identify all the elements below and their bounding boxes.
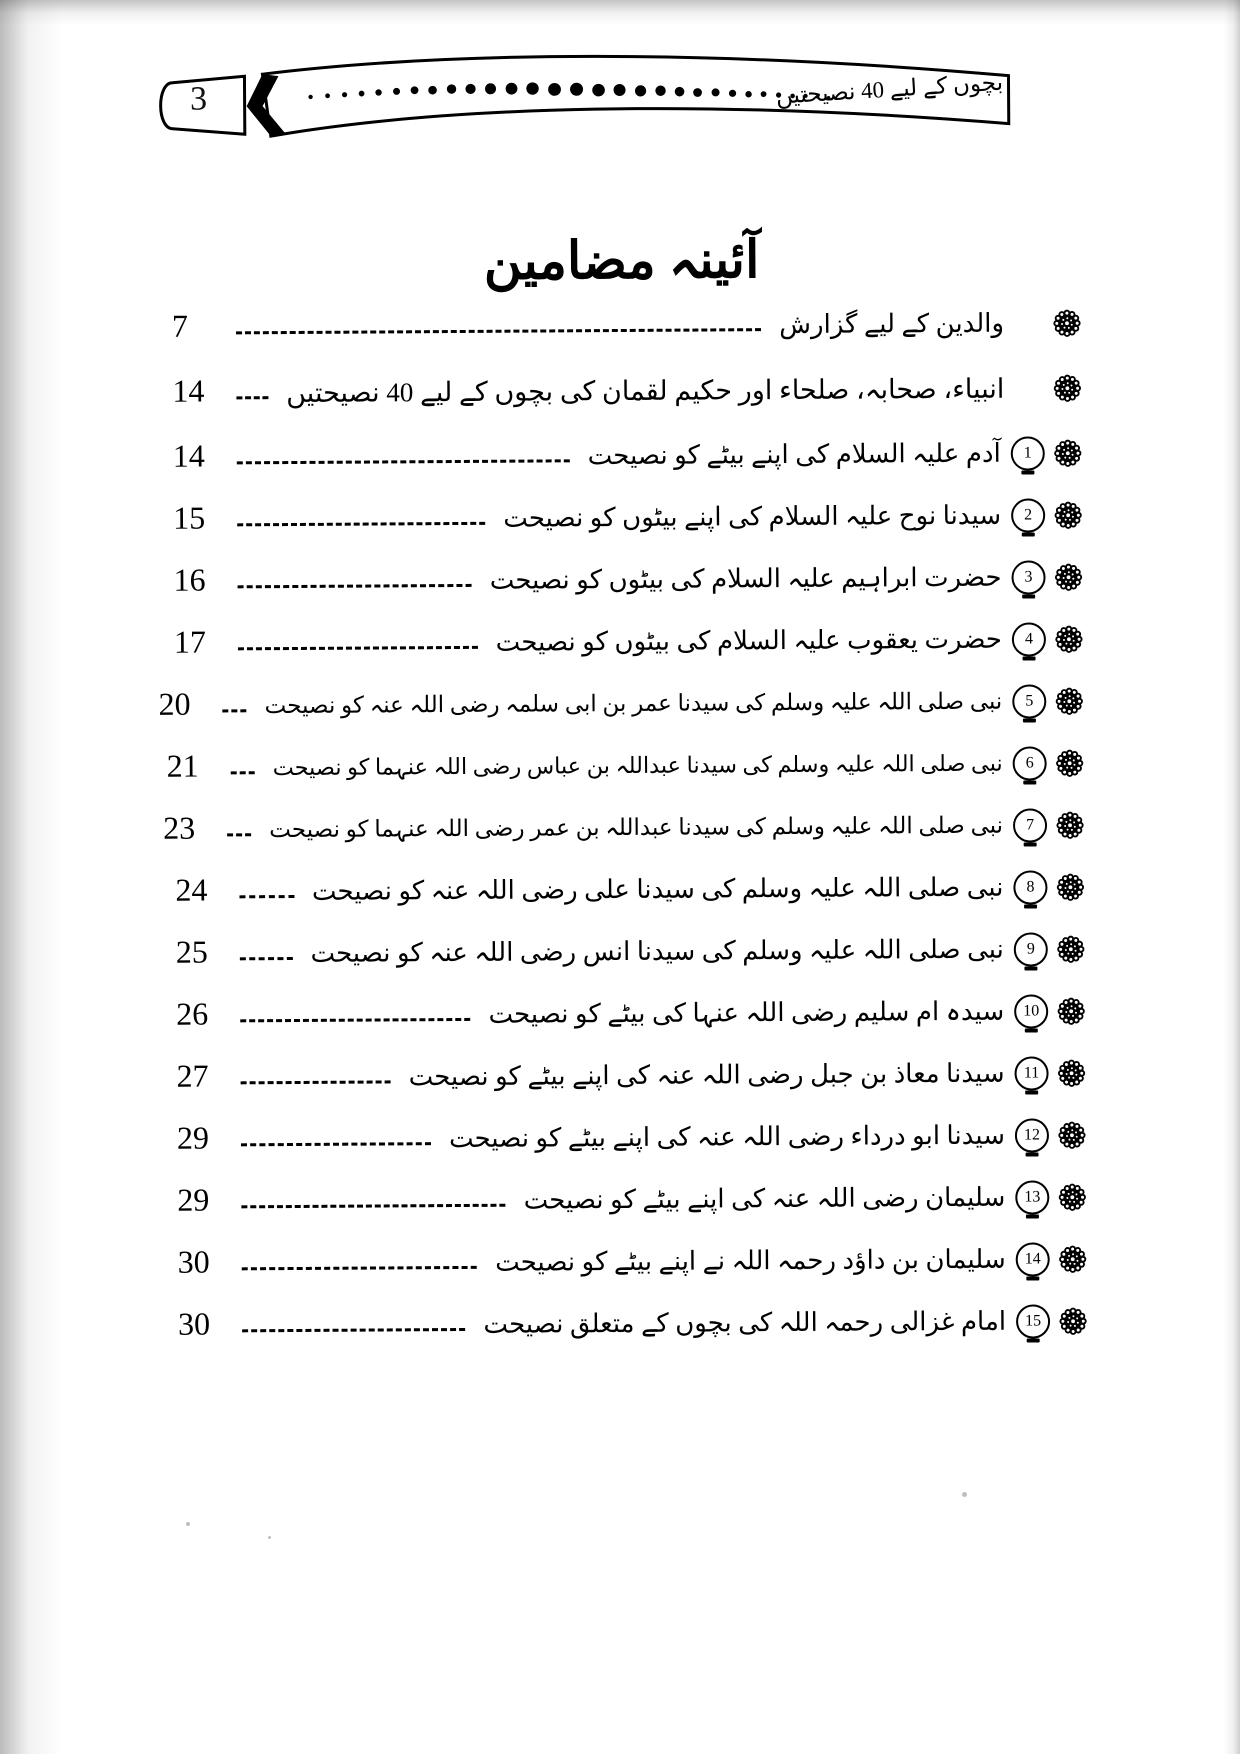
toc-entry-label[interactable]: نبی صلی اللہ علیہ وسلم کی سیدنا عمر بن ابی سلمہ رضی اللہ عنہ کو نصیحت bbox=[264, 689, 1003, 719]
toc-entry-label[interactable]: نبی صلی اللہ علیہ وسلم کی سیدنا انس رضی اللہ عنہ کو نصیحت bbox=[310, 935, 1004, 969]
toc-entry-serial-badge: 8 bbox=[1013, 870, 1047, 904]
rosette-flower-icon bbox=[1052, 373, 1082, 403]
toc-entry-serial-badge: 6 bbox=[1013, 746, 1047, 780]
toc-entry-label[interactable]: والدین کے لیے گزارش bbox=[779, 309, 1005, 340]
toc-entry-label[interactable]: آدم علیہ السلام کی اپنے بیٹے کو نصیحت bbox=[587, 439, 1001, 471]
scan-speckle bbox=[268, 1536, 271, 1539]
toc-entry-label[interactable]: حضرت ابراہیم علیہ السلام کی بیٹوں کو نصیحت bbox=[489, 563, 1002, 596]
toc-entry-row[interactable] bbox=[176, 985, 1086, 1043]
toc-entry-label[interactable]: حضرت یعقوب علیہ السلام کی بیٹوں کو نصیحت bbox=[495, 625, 1003, 658]
toc-entry-label[interactable]: نبی صلی اللہ علیہ وسلم کی سیدنا عبداللہ بن عمر رضی اللہ عنہما کو نصیحت bbox=[269, 813, 1004, 843]
toc-entry-page-number[interactable]: 17 bbox=[173, 623, 207, 660]
rosette-flower-icon bbox=[1055, 810, 1085, 840]
rosette-flower-icon bbox=[1056, 996, 1086, 1026]
rosette-flower-icon bbox=[1058, 1244, 1088, 1274]
toc-entry-serial-spacer bbox=[1014, 373, 1044, 403]
toc-entry-row[interactable] bbox=[177, 1171, 1087, 1229]
toc-entry-page-number[interactable]: 21 bbox=[166, 747, 199, 784]
toc-entry-label[interactable]: سیدہ ام سلیم رضی اللہ عنہا کی بیٹے کو نصیحت bbox=[488, 997, 1005, 1030]
toc-entry-serial-badge: 1 bbox=[1011, 436, 1045, 470]
toc-entry-page-number[interactable]: 27 bbox=[176, 1057, 209, 1094]
toc-leader-dashes bbox=[242, 1327, 465, 1331]
toc-entry-page-number[interactable]: 16 bbox=[173, 561, 206, 598]
toc-leader-dashes bbox=[240, 957, 293, 960]
toc-entry-label[interactable]: سیدنا ابو درداء رضی اللہ عنہ کی اپنے بیٹے کو نصیحت bbox=[448, 1121, 1006, 1154]
toc-entry-page-number[interactable]: 24 bbox=[175, 871, 208, 908]
toc-entry-row[interactable] bbox=[178, 1295, 1088, 1353]
rosette-flower-icon bbox=[1058, 1306, 1088, 1336]
rosette-flower-icon bbox=[1056, 934, 1086, 964]
toc-leader-dashes bbox=[239, 895, 294, 898]
table-of-contents-list bbox=[158, 297, 1088, 1363]
toc-entry-row[interactable] bbox=[175, 861, 1085, 919]
toc-leader-dashes bbox=[237, 521, 485, 526]
toc-entry-page-number[interactable]: 20 bbox=[158, 685, 191, 722]
toc-entry-serial-badge: 7 bbox=[1013, 808, 1047, 842]
rosette-flower-icon bbox=[1055, 872, 1085, 902]
rosette-flower-icon bbox=[1057, 1182, 1087, 1212]
toc-entry-label[interactable]: سیدنا معاذ بن جبل رضی اللہ عنہ کی اپنے بیٹے کو نصیحت bbox=[408, 1059, 1005, 1092]
rosette-flower-icon bbox=[1056, 1058, 1086, 1088]
toc-entry-serial-badge: 5 bbox=[1012, 684, 1046, 718]
toc-entry-serial-badge: 13 bbox=[1015, 1180, 1049, 1214]
toc-entry-page-number[interactable]: 30 bbox=[177, 1305, 211, 1342]
rosette-flower-icon bbox=[1054, 624, 1084, 654]
toc-entry-serial-badge: 14 bbox=[1016, 1242, 1050, 1276]
toc-entry-label[interactable]: سلیمان رضی اللہ عنہ کی اپنے بیٹے کو نصیحت bbox=[523, 1183, 1006, 1216]
rosette-flower-icon bbox=[1055, 748, 1085, 778]
rosette-flower-icon bbox=[1052, 308, 1082, 338]
toc-entry-page-number[interactable]: 23 bbox=[163, 809, 196, 846]
toc-entry-serial-badge: 11 bbox=[1014, 1056, 1048, 1090]
toc-leader-dashes bbox=[241, 1080, 391, 1084]
toc-leader-dashes bbox=[238, 645, 478, 649]
toc-entry-page-number[interactable]: 14 bbox=[172, 437, 205, 474]
toc-entry-label[interactable]: سیدنا نوح علیہ السلام کی اپنے بیٹوں کو نصیحت bbox=[503, 501, 1002, 534]
toc-entry-page-number[interactable]: 30 bbox=[177, 1243, 210, 1280]
toc-entry-serial-badge: 2 bbox=[1011, 498, 1045, 532]
toc-leader-dashes bbox=[237, 459, 570, 464]
toc-entry-row[interactable] bbox=[174, 613, 1084, 671]
toc-entry-row[interactable] bbox=[158, 675, 1084, 733]
toc-entry-row[interactable] bbox=[173, 489, 1083, 547]
toc-entry-page-number[interactable]: 25 bbox=[175, 933, 208, 970]
toc-entry-label[interactable]: نبی صلی اللہ علیہ وسلم کی سیدنا عبداللہ بن عباس رضی اللہ عنہما کو نصیحت bbox=[272, 750, 1003, 781]
toc-leader-dashes bbox=[227, 833, 251, 836]
toc-leader-dashes bbox=[223, 709, 247, 712]
toc-entry-serial-badge: 15 bbox=[1016, 1304, 1050, 1338]
page-title: آئینہ مضامین bbox=[483, 231, 760, 291]
toc-entry-row[interactable] bbox=[176, 923, 1086, 981]
toc-entry-label[interactable]: انبیاء، صحابہ، صلحاء اور حکیم لقمان کی بچوں کے لیے 40 نصیحتیں bbox=[286, 373, 1005, 408]
toc-leader-dashes bbox=[240, 1017, 470, 1021]
page-number-value: 3 bbox=[189, 80, 208, 118]
toc-entry-serial-spacer bbox=[1014, 308, 1044, 338]
toc-entry-serial-badge: 9 bbox=[1014, 932, 1048, 966]
rosette-flower-icon bbox=[1053, 500, 1083, 530]
toc-entry-serial-badge: 12 bbox=[1015, 1118, 1049, 1152]
toc-entry-row[interactable] bbox=[176, 1047, 1086, 1105]
toc-entry-row[interactable] bbox=[172, 359, 1082, 423]
scan-speckle bbox=[186, 1522, 190, 1526]
toc-entry-label[interactable]: نبی صلی اللہ علیہ وسلم کی سیدنا علی رضی اللہ عنہ کو نصیحت bbox=[311, 873, 1004, 907]
toc-entry-page-number[interactable]: 15 bbox=[173, 499, 206, 536]
toc-entry-serial-badge: 10 bbox=[1014, 994, 1048, 1028]
rosette-flower-icon bbox=[1053, 562, 1083, 592]
rosette-flower-icon bbox=[1053, 438, 1083, 468]
rosette-flower-icon bbox=[1057, 1120, 1087, 1150]
toc-leader-dashes bbox=[231, 771, 255, 774]
toc-entry-page-number[interactable]: 29 bbox=[177, 1181, 210, 1218]
toc-entry-page-number[interactable]: 26 bbox=[176, 995, 209, 1032]
toc-entry-row[interactable] bbox=[166, 737, 1085, 795]
toc-entry-row[interactable] bbox=[173, 551, 1083, 609]
toc-entry-label[interactable]: امام غزالی رحمہ اللہ کی بچوں کے متعلق نصیحت bbox=[483, 1307, 1007, 1340]
toc-entry-row[interactable] bbox=[172, 297, 1082, 355]
toc-leader-dashes bbox=[238, 583, 472, 587]
toc-entry-row[interactable] bbox=[178, 1233, 1088, 1291]
scan-speckle bbox=[962, 1492, 967, 1497]
toc-entry-serial-badge: 4 bbox=[1012, 622, 1046, 656]
header-page-number bbox=[160, 72, 236, 128]
toc-leader-dashes bbox=[242, 1265, 477, 1269]
toc-leader-dashes bbox=[241, 1203, 505, 1208]
rosette-flower-icon bbox=[1054, 686, 1084, 716]
toc-entry-row[interactable] bbox=[163, 799, 1085, 857]
toc-entry-page-number[interactable]: 29 bbox=[176, 1119, 210, 1156]
toc-leader-dashes bbox=[241, 1142, 431, 1146]
toc-entry-row[interactable] bbox=[173, 427, 1083, 485]
toc-entry-row[interactable] bbox=[177, 1109, 1087, 1167]
toc-leader-dashes bbox=[236, 396, 268, 399]
toc-entry-page-number[interactable]: 7 bbox=[171, 307, 189, 344]
toc-entry-page-number[interactable]: 14 bbox=[172, 372, 205, 409]
scan-edge-shadow-top bbox=[0, 0, 1240, 26]
toc-entry-label[interactable]: سلیمان بن داؤد رحمہ اللہ نے اپنے بیٹے کو نصیحت bbox=[495, 1245, 1006, 1278]
toc-entry-serial-badge: 3 bbox=[1011, 560, 1045, 594]
running-header-title: بچوں کے لیے 40 نصیحتیں bbox=[774, 69, 1004, 109]
toc-leader-dashes bbox=[236, 328, 761, 334]
